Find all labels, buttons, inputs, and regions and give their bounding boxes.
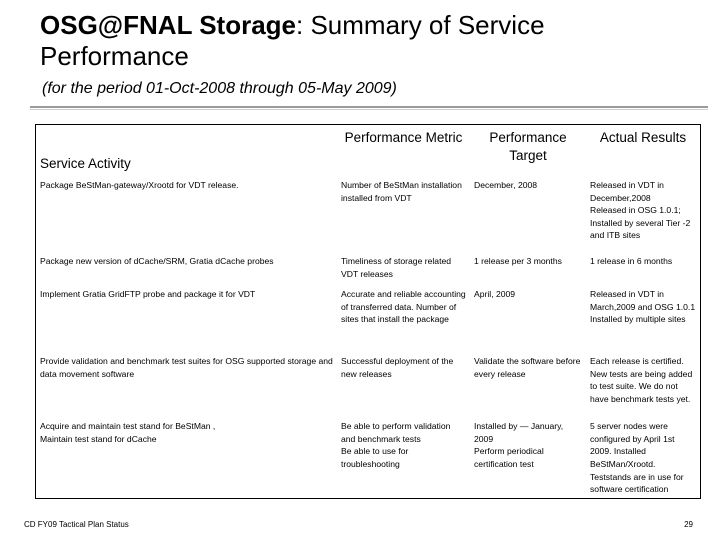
result-line: 1 release in 6 months <box>590 256 673 266</box>
cell-metric: Timeliness of storage related VDT releases <box>341 256 452 279</box>
header-actual-results: Actual Results <box>599 130 687 145</box>
cell-target: December, 2008 <box>474 180 538 190</box>
cell-target <box>470 418 586 502</box>
result-line: Installed by several Tier -2 and ITB sites <box>590 217 691 241</box>
header-performance-target: Performance Target <box>489 130 567 163</box>
cell-results <box>586 253 700 286</box>
target-line: Perform periodical certification test <box>474 446 544 469</box>
result-line: Released in OSG 1.0.1; <box>590 205 681 216</box>
result-line: 5 server nodes were configured by April 1st 2009. Installed BeStMan/Xrootd. Teststands are in use for software certification <box>590 421 684 495</box>
result-line: Installed by multiple sites <box>590 314 686 325</box>
cell-activity: Provide validation and benchmark test suites for OSG supported storage and data movement software <box>40 356 333 379</box>
slide-title-rest: : Summary of Service Performance <box>40 10 545 71</box>
table-row <box>36 353 700 418</box>
cell-target: April, 2009 <box>474 289 516 300</box>
table-row <box>36 253 700 286</box>
target-line: Installed by — January, 2009 <box>474 421 564 444</box>
cell-activity: Package new version of dCache/SRM, Gratia dCache probes <box>40 256 274 266</box>
cell-metric: Number of BeStMan installation installed from VDT <box>341 180 462 203</box>
result-line: Released in VDT in December,2008 <box>590 180 664 203</box>
cell-results <box>586 286 700 353</box>
header-service-activity: Service Activity <box>40 156 131 171</box>
cell-activity: Implement Gratia GridFTP probe and package it for VDT <box>40 289 256 300</box>
cell-target: Validate the software before every release <box>474 356 581 379</box>
cell-metric: Accurate and reliable accounting of transferred data. Number of sites that install the package <box>341 289 466 325</box>
cell-metric <box>337 418 470 502</box>
result-line: Each release is certified. New tests are being added to test suite. We do not have benchmark tests yet. <box>590 356 693 404</box>
page-number: 29 <box>684 520 693 529</box>
title-divider-shadow <box>30 109 708 110</box>
table-row <box>36 286 700 353</box>
cell-results <box>586 418 700 502</box>
performance-table <box>36 125 700 502</box>
cell-results <box>586 353 700 418</box>
metric-line: Be able to use for troubleshooting <box>341 446 409 469</box>
slide-subtitle: (for the period 01-Oct-2008 through 05-May 2009) <box>42 80 397 97</box>
metric-line: Be able to perform validation and benchmark tests <box>341 421 451 444</box>
cell-activity: Package BeStMan-gateway/Xrootd for VDT release. <box>40 180 239 190</box>
cell-metric: Successful deployment of the new releases <box>341 356 454 379</box>
slide-title <box>40 10 680 72</box>
cell-activity <box>36 418 337 502</box>
header-performance-metric: Performance Metric <box>344 130 463 145</box>
footer-title: CD FY09 Tactical Plan Status <box>24 520 129 529</box>
table-row <box>36 177 700 253</box>
result-line: Released in VDT in March,2009 and OSG 1.0.1 <box>590 289 696 312</box>
cell-target: 1 release per 3 months <box>474 256 562 266</box>
activity-line: Maintain test stand for dCache <box>40 433 157 444</box>
cell-results <box>586 177 700 253</box>
title-divider <box>30 106 708 108</box>
table-header-row <box>36 125 700 177</box>
slide-title-bold: OSG@FNAL Storage <box>40 10 297 40</box>
table-row <box>36 418 700 502</box>
activity-line: Acquire and maintain test stand for BeStMan , <box>40 421 216 432</box>
